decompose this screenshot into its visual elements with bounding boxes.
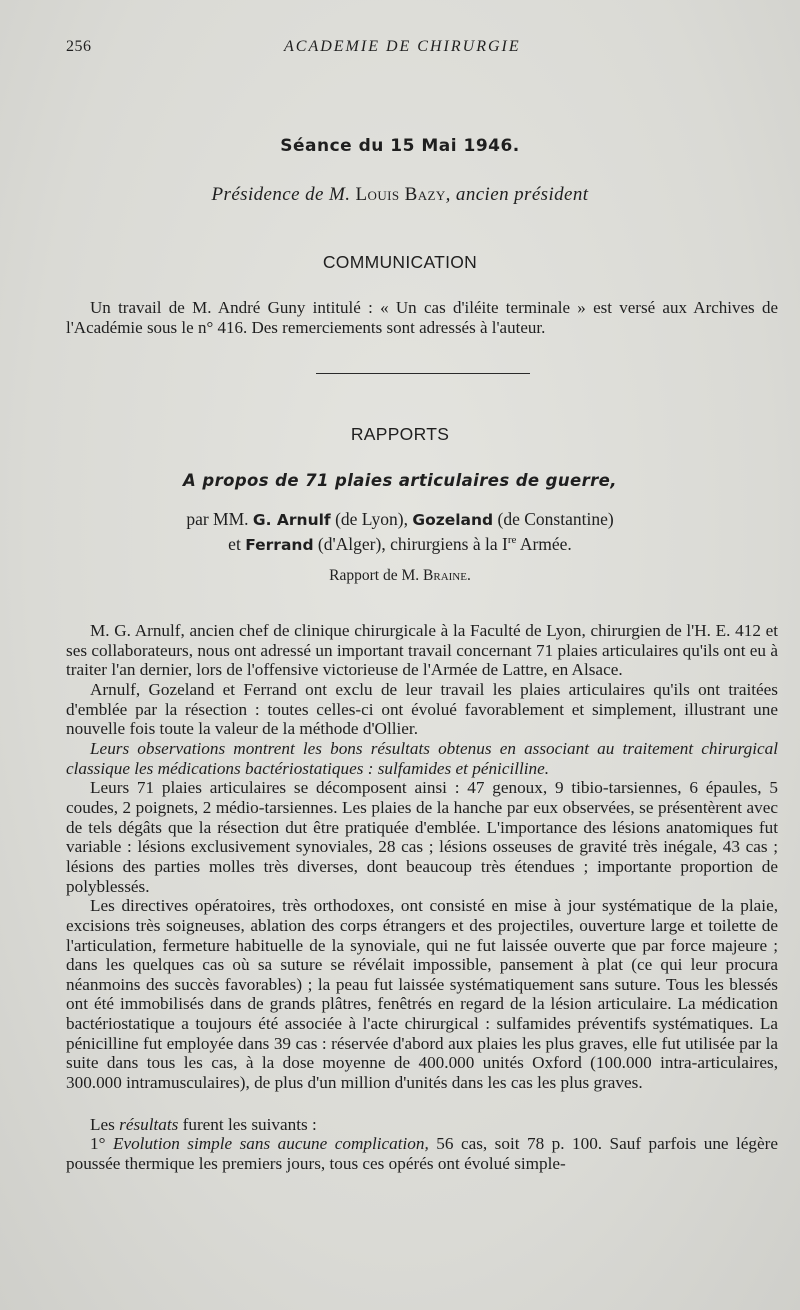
authors-block bbox=[0, 509, 800, 555]
section-divider bbox=[316, 373, 530, 374]
body-paragraph-2: Arnulf, Gozeland et Ferrand ont exclu de leur travail les plaies articulaires qu'ils ont traitées d'emblée par la résection : toutes celles-ci ont évolué favorablement et simplement, illustrant une nouvelle fois toute la valeur de la méthode d'Ollier. bbox=[66, 679, 778, 739]
rapport-by-line bbox=[0, 567, 800, 585]
army-word: Armée. bbox=[519, 533, 572, 554]
author-arnulf-location: (de Lyon), bbox=[335, 509, 408, 529]
author-gozeland: Gozeland bbox=[412, 511, 494, 529]
results-word: résultats bbox=[119, 1114, 179, 1134]
results-suffix: furent les suivants : bbox=[182, 1114, 317, 1134]
army-superscript: re bbox=[507, 534, 517, 546]
report-body bbox=[66, 621, 778, 1174]
communication-heading: COMMUNICATION bbox=[322, 252, 478, 272]
presidence-prefix: Présidence de M. bbox=[211, 184, 351, 205]
presidence-line bbox=[0, 184, 800, 206]
communication-text: Un travail de M. André Guny intitulé : « Un cas d'iléite terminale » est versé aux Archives de l'Académie sous le n° 416. Des remerciements sont adressés à l'auteur. bbox=[66, 298, 778, 337]
authors-et: et bbox=[228, 533, 241, 554]
body-paragraph-6 bbox=[66, 1115, 778, 1135]
body-paragraph-3 bbox=[66, 739, 778, 778]
body-paragraph-4: Leurs 71 plaies articulaires se décomposent ainsi : 47 genoux, 9 tibio-tarsiennes, 6 épaules, 5 coudes, 2 poignets, 2 médio-tarsiennes. Les plaies de la hanche par eux observées, se présentèrent avec de tels dégâts que la résection dut être pratiquée d'emblée. L'importance des lésions anatomiques fut variable : lésions exclusivement synoviales, 28 cas ; lésions osseuses de gravité très inégale, 43 cas ; lésions des parties molles très diverses, dont beaucoup très étendues ; importante proportion de polyblessés. bbox=[66, 778, 778, 896]
body-paragraph-1: M. G. Arnulf, ancien chef de clinique chirurgicale à la Faculté de Lyon, chirurgien de l'H. E. 412 et ses collaborateurs, nous ont adressé un important travail concernant 71 plaies articulaires qu'ils ont eu à traiter l'an dernier, lors de l'offensive victorieuse de l'Armée de Lattre, en Alsace. bbox=[66, 621, 778, 680]
body-paragraph-7 bbox=[66, 1134, 778, 1173]
rapport-prefix: Rapport de M. bbox=[329, 567, 420, 584]
communication-text-block bbox=[66, 298, 778, 337]
result-1-number: 1° bbox=[90, 1134, 106, 1154]
article-title: A propos de 71 plaies articulaires de guerre, bbox=[183, 471, 617, 490]
running-header bbox=[66, 38, 766, 60]
authors-par: par MM. bbox=[186, 509, 249, 529]
body-paragraph-3-italic: Leurs observations montrent les bons résultats obtenus en associant au traitement chirurgical classique les médications bactériostatiques : sulfamides et pénicilline. bbox=[66, 738, 778, 778]
paragraph-gap bbox=[66, 1093, 778, 1115]
authors-line-2 bbox=[0, 530, 800, 555]
president-name: Louis Bazy bbox=[355, 184, 446, 205]
rapports-heading: RAPPORTS bbox=[350, 424, 450, 444]
result-1-title: Evolution simple sans aucune complication, bbox=[112, 1134, 429, 1154]
author-ferrand: Ferrand bbox=[245, 535, 314, 554]
session-title: Séance du 15 Mai 1946. bbox=[280, 136, 520, 156]
author-gozeland-location: (de Constantine) bbox=[497, 509, 614, 529]
body-paragraph-5: Les directives opératoires, très orthodoxes, ont consisté en mise à jour systématique de la plaie, excisions très soigneuses, ablation des corps étrangers et des projectiles, ouverture large et toilette de l'articulation, fermeture habituelle de la synoviale, qui ne fut laissée ouverte que par force majeure ; dans les quelques cas où sa suture se révélait impossible, pansement à plat (ce qui leur procura néanmoins des succès favorables) ; la peau fut laissée systématiquement sans suture. Tous les blessés ont été immobilisés dans de grands plâtres, fenêtrés en regard de la lésion articulaire. La médication bactériostatique a toujours été associée à l'acte chirurgical : sulfamides préventifs systématiques. La pénicilline fut employée dans 39 cas : réservée d'abord aux plaies les plus graves, elle fut utilisée par la suite dans tous les cas, à la dose moyenne de 400.000 unités Oxford (100.000 intra-articulaires, 300.000 intramusculaires), de plus d'un million d'unités dans les cas les plus graves. bbox=[66, 896, 778, 1093]
result-1-text: 56 cas, soit 78 p. 100. Sauf parfois une légère poussée thermique les premiers jours, tous ces opérés ont évolué simple- bbox=[66, 1134, 779, 1174]
rapporteur-name: Braine. bbox=[423, 567, 471, 584]
page-number: 256 bbox=[66, 38, 92, 55]
journal-title: ACADEMIE DE CHIRURGIE bbox=[284, 38, 521, 55]
authors-line-1 bbox=[0, 509, 800, 530]
author-arnulf: G. Arnulf bbox=[252, 511, 331, 529]
author-ferrand-location: (d'Alger), chirurgiens à la I bbox=[317, 533, 508, 554]
results-prefix: Les bbox=[90, 1114, 115, 1134]
presidence-suffix: , ancien président bbox=[445, 184, 589, 205]
